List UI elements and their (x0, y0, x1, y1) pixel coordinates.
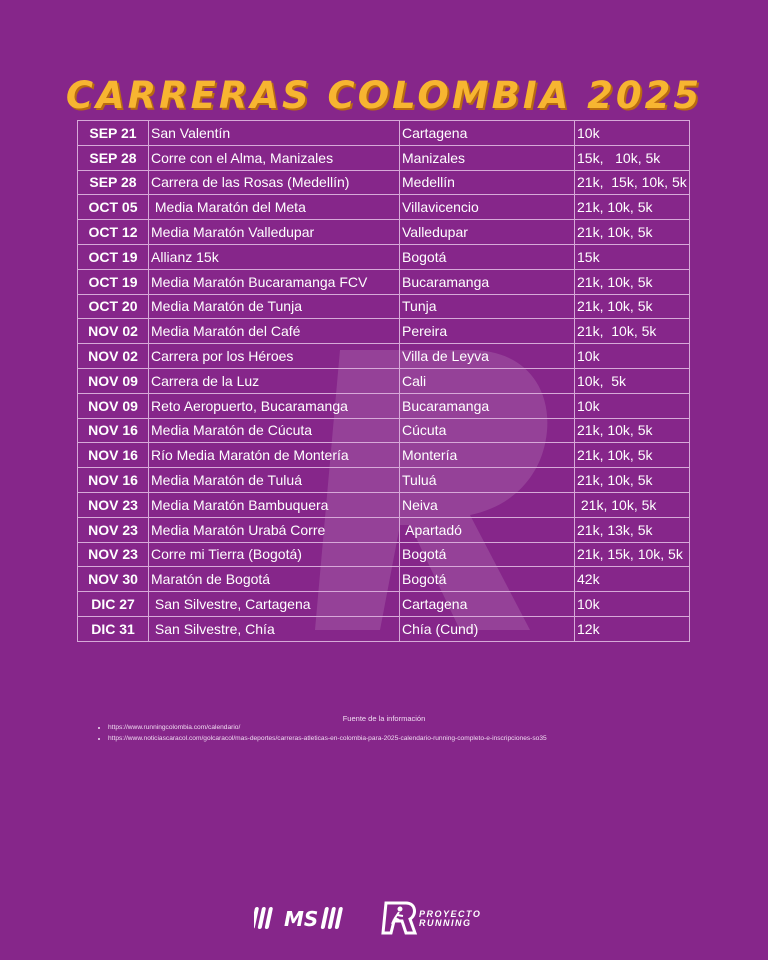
table-row (78, 542, 690, 567)
table-row (78, 170, 690, 195)
ms-logo-text: MS (284, 907, 319, 931)
brand-name: PROYECTO RUNNING (419, 909, 482, 928)
race-distance: 21k, 10k, 5k (575, 418, 690, 443)
race-city: Bogotá (400, 567, 575, 592)
table-row (78, 418, 690, 443)
table-row (78, 319, 690, 344)
race-name: Media Maratón de Tunja (149, 294, 400, 319)
race-date: OCT 20 (78, 294, 149, 319)
race-distance: 15k (575, 244, 690, 269)
race-date: NOV 09 (78, 368, 149, 393)
race-city: Bucaramanga (400, 269, 575, 294)
page-title: CARRERAS COLOMBIA 2025 (65, 74, 703, 117)
race-name: Carrera de la Luz (149, 368, 400, 393)
race-name: Allianz 15k (149, 244, 400, 269)
race-distance: 10k (575, 592, 690, 617)
race-name: Media Maratón Valledupar (149, 220, 400, 245)
race-date: NOV 16 (78, 443, 149, 468)
race-date: OCT 19 (78, 269, 149, 294)
table-row (78, 344, 690, 369)
race-city: Bucaramanga (400, 393, 575, 418)
race-date: NOV 23 (78, 492, 149, 517)
race-date: OCT 12 (78, 220, 149, 245)
table-row (78, 195, 690, 220)
race-city: Medellín (400, 170, 575, 195)
race-name: Media Maratón del Meta (149, 195, 400, 220)
race-name: Reto Aeropuerto, Bucaramanga (149, 393, 400, 418)
race-distance: 21k, 10k, 5k (575, 319, 690, 344)
race-distance: 10k (575, 393, 690, 418)
race-distance: 21k, 10k, 5k (575, 294, 690, 319)
race-date: DIC 27 (78, 592, 149, 617)
race-distance: 21k, 13k, 5k (575, 517, 690, 542)
race-city: Pereira (400, 319, 575, 344)
table-row (78, 294, 690, 319)
race-city: Tuluá (400, 468, 575, 493)
race-name: Carrera de las Rosas (Medellín) (149, 170, 400, 195)
table-row (78, 616, 690, 641)
races-table (77, 120, 690, 642)
race-distance: 21k, 10k, 5k (575, 220, 690, 245)
race-date: NOV 30 (78, 567, 149, 592)
race-city: Tunja (400, 294, 575, 319)
race-city: Manizales (400, 145, 575, 170)
table-row (78, 121, 690, 146)
race-distance: 10k (575, 344, 690, 369)
race-distance: 21k, 15k, 10k, 5k (575, 542, 690, 567)
race-name: Río Media Maratón de Montería (149, 443, 400, 468)
race-name: Media Maratón Bucaramanga FCV (149, 269, 400, 294)
race-city: Villa de Leyva (400, 344, 575, 369)
race-name: San Silvestre, Chía (149, 616, 400, 641)
table-row (78, 368, 690, 393)
race-distance: 21k, 10k, 5k (575, 443, 690, 468)
race-date: NOV 23 (78, 542, 149, 567)
race-date: SEP 28 (78, 170, 149, 195)
table-row (78, 592, 690, 617)
table-row (78, 492, 690, 517)
source-link[interactable]: • https://www.runningcolombia.com/calendario/ (108, 722, 547, 733)
race-name: Corre con el Alma, Manizales (149, 145, 400, 170)
race-city: Villavicencio (400, 195, 575, 220)
race-date: NOV 02 (78, 344, 149, 369)
race-distance: 21k, 15k, 10k, 5k (575, 170, 690, 195)
race-distance: 42k (575, 567, 690, 592)
race-name: Corre mi Tierra (Bogotá) (149, 542, 400, 567)
race-name: Media Maratón del Café (149, 319, 400, 344)
race-city: Cartagena (400, 121, 575, 146)
table-row (78, 468, 690, 493)
table-row (78, 220, 690, 245)
race-date: OCT 19 (78, 244, 149, 269)
race-name: Carrera por los Héroes (149, 344, 400, 369)
race-distance: 10k, 5k (575, 368, 690, 393)
race-date: NOV 09 (78, 393, 149, 418)
race-distance: 21k, 10k, 5k (575, 468, 690, 493)
source-label: Fuente de la información (342, 714, 426, 723)
race-distance: 21k, 10k, 5k (575, 269, 690, 294)
race-name: Media Maratón Urabá Corre (149, 517, 400, 542)
race-city: Cali (400, 368, 575, 393)
ms-logo (254, 903, 354, 933)
race-city: Neiva (400, 492, 575, 517)
race-distance: 21k, 10k, 5k (575, 492, 690, 517)
race-city: Cúcuta (400, 418, 575, 443)
table-row (78, 517, 690, 542)
table-row (78, 145, 690, 170)
table-row (78, 393, 690, 418)
table-row (78, 244, 690, 269)
table-row (78, 269, 690, 294)
race-date: DIC 31 (78, 616, 149, 641)
race-city: Chía (Cund) (400, 616, 575, 641)
runner-icon (380, 900, 418, 936)
race-city: Cartagena (400, 592, 575, 617)
table-row (78, 443, 690, 468)
source-link[interactable]: • https://www.noticiascaracol.com/golcaracol/mas-deportes/carreras-atleticas-en-colombia-para-2025-calendario-running-completo-e-inscripciones-so35 (108, 733, 547, 744)
race-date: NOV 16 (78, 468, 149, 493)
race-distance: 21k, 10k, 5k (575, 195, 690, 220)
race-name: Maratón de Bogotá (149, 567, 400, 592)
race-date: NOV 16 (78, 418, 149, 443)
race-city: Apartadó (400, 517, 575, 542)
race-city: Valledupar (400, 220, 575, 245)
race-name: Media Maratón de Cúcuta (149, 418, 400, 443)
race-city: Montería (400, 443, 575, 468)
footer-logos (254, 900, 514, 936)
race-date: NOV 23 (78, 517, 149, 542)
race-city: Bogotá (400, 244, 575, 269)
race-date: OCT 05 (78, 195, 149, 220)
race-date: SEP 28 (78, 145, 149, 170)
race-distance: 10k (575, 121, 690, 146)
race-date: SEP 21 (78, 121, 149, 146)
race-name: San Valentín (149, 121, 400, 146)
race-distance: 15k, 10k, 5k (575, 145, 690, 170)
race-name: San Silvestre, Cartagena (149, 592, 400, 617)
table-row (78, 567, 690, 592)
race-city: Bogotá (400, 542, 575, 567)
race-name: Media Maratón Bambuquera (149, 492, 400, 517)
race-distance: 12k (575, 616, 690, 641)
race-date: NOV 02 (78, 319, 149, 344)
race-name: Media Maratón de Tuluá (149, 468, 400, 493)
source-links (96, 722, 547, 744)
